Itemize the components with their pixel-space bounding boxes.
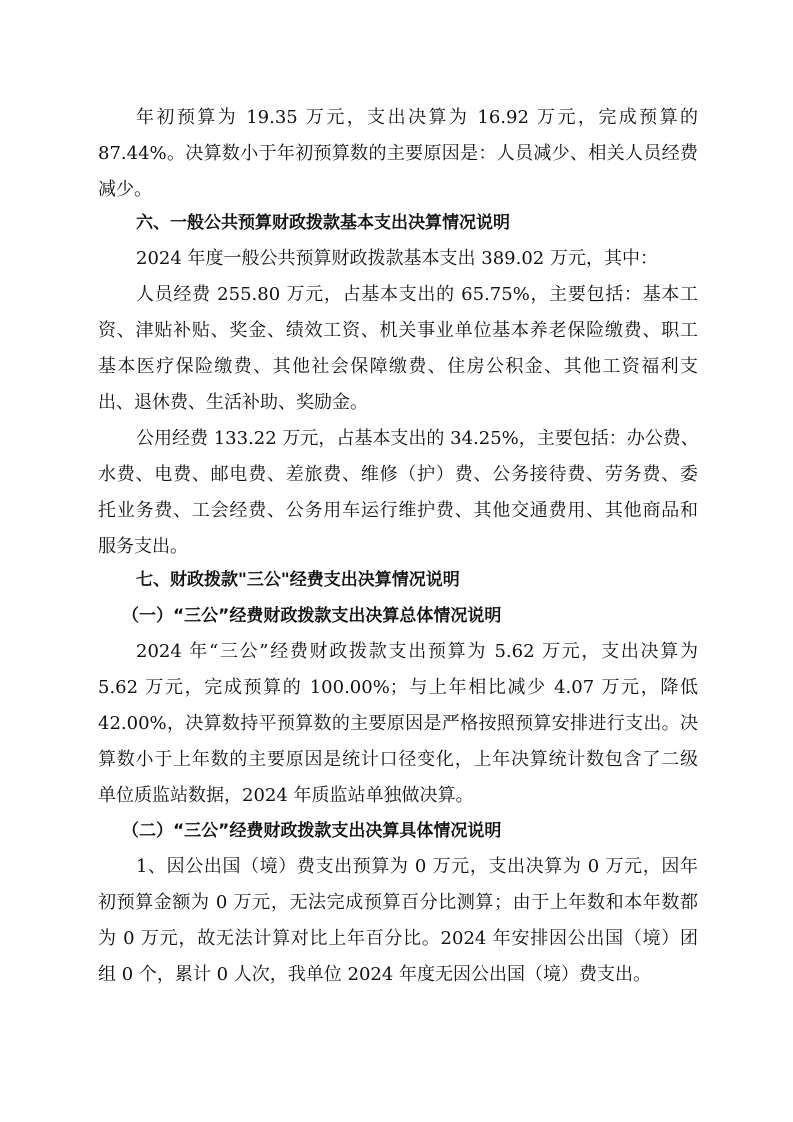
paragraph-line: 2024 年度一般公共预算财政拨款基本支出 389.02 万元，其中：	[136, 248, 658, 269]
paragraph-line: 出、退休费、生活补助、奖励金。	[98, 392, 368, 413]
paragraph-line: 托业务费、工会经费、公务用车运行维护费、其他交通费用、其他商品和	[98, 500, 698, 521]
paragraph-line: 为 0 万元，故无法计算对比上年百分比。2024 年安排因公出国（境）团	[98, 928, 698, 949]
paragraph-line: 年初预算为 19.35 万元，支出决算为 16.92 万元，完成预算的	[136, 107, 698, 128]
paragraph-line: 人员经费 255.80 万元，占基本支出的 65.75%，主要包括：基本工	[136, 284, 698, 305]
paragraph-line: 公用经费 133.22 万元，占基本支出的 34.25%，主要包括：办公费、	[136, 428, 699, 449]
paragraph-line: 减少。	[98, 179, 152, 200]
paragraph-line: 1、因公出国（境）费支出预算为 0 万元，支出决算为 0 万元，因年	[136, 856, 698, 877]
paragraph-line: 42.00%，决算数持平预算数的主要原因是严格按照预算安排进行支出。决	[98, 713, 698, 734]
paragraph-line: 基本医疗保险缴费、其他社会保障缴费、住房公积金、其他工资福利支	[98, 356, 698, 377]
paragraph-line: 资、津贴补贴、奖金、绩效工资、机关事业单位基本养老保险缴费、职工	[98, 320, 698, 341]
subsection-heading-1: （一）“三公”经费财政拨款支出决算总体情况说明	[122, 606, 502, 626]
paragraph-line: 单位质监站数据，2024 年质监站单独做决算。	[98, 785, 474, 806]
section-heading-6: 六、一般公共预算财政拨款基本支出决算情况说明	[136, 213, 510, 233]
paragraph-line: 初预算金额为 0 万元，无法完成预算百分比测算；由于上年数和本年数都	[98, 892, 698, 913]
section-heading-7: 七、财政拨款"三公"经费支出决算情况说明	[136, 570, 460, 590]
paragraph-line: 服务支出。	[98, 536, 188, 557]
paragraph-line: 5.62 万元，完成预算的 100.00%；与上年相比减少 4.07 万元，降低	[98, 677, 698, 698]
paragraph-line: 87.44%。决算数小于年初预算数的主要原因是：人员减少、相关人员经费	[98, 143, 698, 164]
subsection-heading-2: （二）“三公”经费财政拨款支出决算具体情况说明	[122, 821, 502, 841]
paragraph-line: 算数小于上年数的主要原因是统计口径变化，上年决算统计数包含了二级	[98, 749, 698, 770]
paragraph-line: 2024 年“三公”经费财政拨款支出预算为 5.62 万元，支出决算为	[136, 641, 698, 662]
paragraph-line: 水费、电费、邮电费、差旅费、维修（护）费、公务接待费、劳务费、委	[98, 464, 698, 485]
paragraph-line: 组 0 个，累计 0 人次，我单位 2024 年度无因公出国（境）费支出。	[98, 964, 652, 985]
